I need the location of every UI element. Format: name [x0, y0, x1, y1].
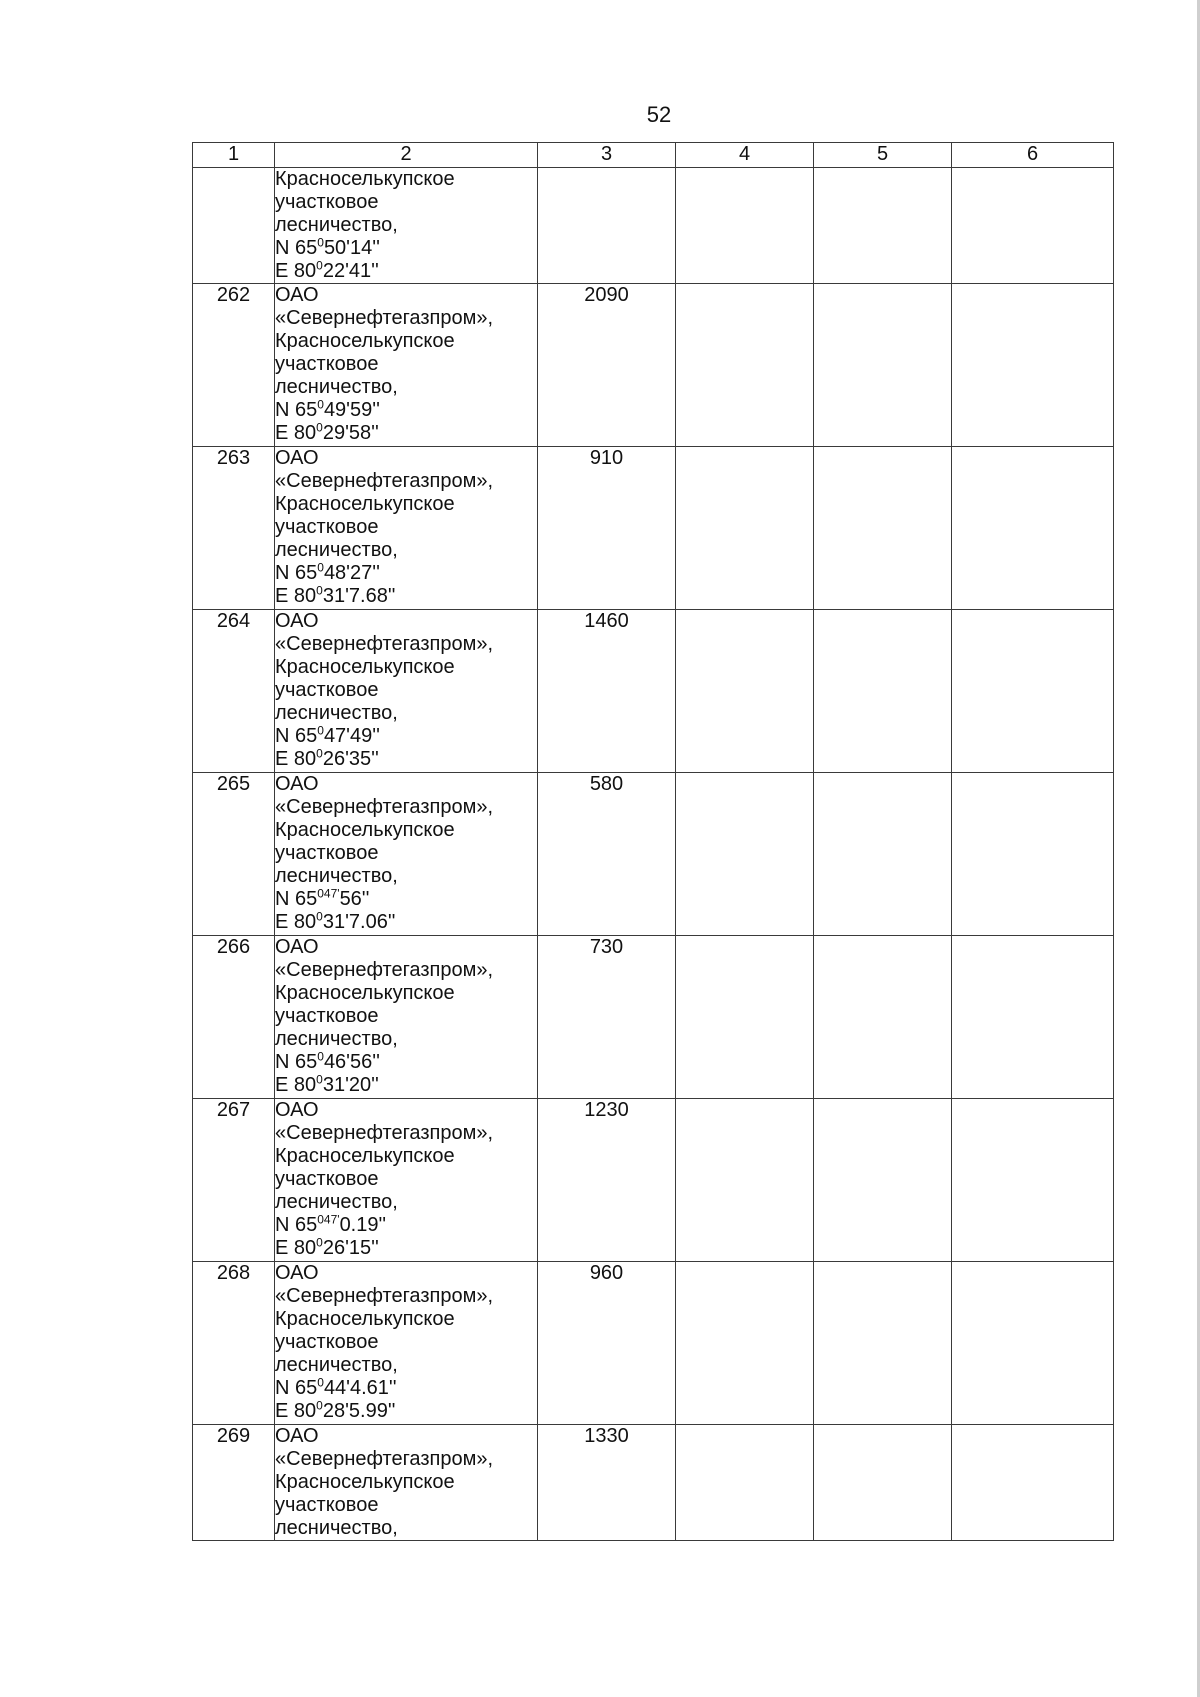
- longitude: [275, 260, 537, 283]
- description-line: участковое: [275, 191, 379, 213]
- latitude-degree: 047': [317, 886, 340, 901]
- empty-cell: [952, 168, 1114, 284]
- description-line: Красноселькупское: [275, 493, 455, 515]
- longitude-prefix: E 80: [275, 748, 317, 770]
- description-line: ОАО: [275, 1262, 319, 1284]
- forestry-table: [192, 142, 1114, 1541]
- latitude-rest: 0.19'': [339, 1214, 387, 1236]
- location-description: [275, 1099, 538, 1262]
- longitude-rest: 31'20'': [322, 1074, 379, 1096]
- empty-cell: [676, 1425, 814, 1541]
- table-row: [193, 1425, 1114, 1541]
- description-line: ОАО: [275, 773, 319, 795]
- latitude: [275, 1051, 537, 1074]
- empty-cell: [814, 1425, 952, 1541]
- latitude-rest: 44'4.61'': [323, 1377, 397, 1399]
- location-description: [275, 773, 538, 936]
- latitude-rest: 50'14'': [323, 237, 380, 259]
- longitude-degree: 0: [316, 1235, 323, 1250]
- description-line: ОАО: [275, 1425, 319, 1447]
- description-line: лесничество,: [275, 376, 398, 398]
- description-line: участковое: [275, 1005, 379, 1027]
- description-line: участковое: [275, 679, 379, 701]
- longitude-prefix: E 80: [275, 911, 317, 933]
- table-row: [193, 773, 1114, 936]
- latitude-degree: 0: [317, 235, 324, 250]
- row-number: [193, 168, 275, 284]
- longitude-prefix: E 80: [275, 585, 317, 607]
- description-line: ОАО: [275, 284, 319, 306]
- latitude: [275, 1214, 537, 1237]
- location-description: [275, 936, 538, 1099]
- latitude-degree: 0: [317, 723, 324, 738]
- latitude-degree: 047': [317, 1212, 340, 1227]
- empty-cell: [952, 1425, 1114, 1541]
- description-line: Красноселькупское: [275, 168, 455, 190]
- location-description: [275, 284, 538, 447]
- latitude-rest: 49'59'': [323, 399, 380, 421]
- empty-cell: [814, 1099, 952, 1262]
- longitude: [275, 1074, 537, 1097]
- longitude-rest: 28'5.99'': [322, 1400, 396, 1422]
- latitude: [275, 237, 537, 260]
- empty-cell: [952, 773, 1114, 936]
- longitude-rest: 26'35'': [322, 748, 379, 770]
- row-number: 267: [193, 1099, 275, 1262]
- area-value: 1460: [538, 610, 676, 773]
- description-line: Красноселькупское: [275, 1308, 455, 1330]
- table-row: [193, 284, 1114, 447]
- longitude-prefix: E 80: [275, 1237, 317, 1259]
- page-number: 52: [646, 102, 672, 127]
- longitude-degree: 0: [316, 420, 323, 435]
- column-header: 1: [193, 143, 275, 168]
- description-line: ОАО: [275, 610, 319, 632]
- longitude: [275, 911, 537, 934]
- longitude-prefix: E 80: [275, 1400, 317, 1422]
- description-line: ОАО: [275, 1099, 319, 1121]
- description-line: Красноселькупское: [275, 982, 455, 1004]
- longitude-degree: 0: [316, 583, 323, 598]
- longitude: [275, 422, 537, 445]
- location-description: [275, 1425, 538, 1541]
- description-line: Красноселькупское: [275, 1471, 455, 1493]
- longitude-rest: 31'7.06'': [322, 911, 396, 933]
- longitude-degree: 0: [316, 909, 323, 924]
- column-header: 5: [814, 143, 952, 168]
- longitude-degree: 0: [316, 258, 323, 273]
- area-value: 730: [538, 936, 676, 1099]
- description-line: «Севернефтегазпром»,: [275, 1285, 494, 1307]
- area-value: 1230: [538, 1099, 676, 1262]
- longitude: [275, 585, 537, 608]
- description-line: «Севернефтегазпром»,: [275, 1448, 494, 1470]
- empty-cell: [814, 168, 952, 284]
- longitude: [275, 1400, 537, 1423]
- latitude: [275, 399, 537, 422]
- longitude-rest: 29'58'': [322, 422, 379, 444]
- empty-cell: [952, 447, 1114, 610]
- description-line: ОАО: [275, 936, 319, 958]
- latitude-prefix: N 65: [275, 237, 318, 259]
- table-body: [193, 143, 1114, 1541]
- description-line: участковое: [275, 353, 379, 375]
- empty-cell: [814, 610, 952, 773]
- description-line: Красноселькупское: [275, 330, 455, 352]
- empty-cell: [952, 1262, 1114, 1425]
- latitude-rest: 48'27'': [323, 562, 380, 584]
- description-line: лесничество,: [275, 702, 398, 724]
- empty-cell: [814, 284, 952, 447]
- area-value: 960: [538, 1262, 676, 1425]
- empty-cell: [814, 773, 952, 936]
- empty-cell: [952, 1099, 1114, 1262]
- empty-cell: [676, 610, 814, 773]
- description-line: Красноселькупское: [275, 656, 455, 678]
- latitude-rest: 47'49'': [323, 725, 380, 747]
- description-line: участковое: [275, 1168, 379, 1190]
- empty-cell: [952, 936, 1114, 1099]
- description-line: лесничество,: [275, 865, 398, 887]
- latitude-degree: 0: [317, 1049, 324, 1064]
- description-line: участковое: [275, 842, 379, 864]
- row-number: 265: [193, 773, 275, 936]
- description-line: участковое: [275, 516, 379, 538]
- area-value: 2090: [538, 284, 676, 447]
- latitude-prefix: N 65: [275, 399, 318, 421]
- area-value: [538, 168, 676, 284]
- empty-cell: [676, 773, 814, 936]
- description-line: «Севернефтегазпром»,: [275, 633, 494, 655]
- latitude-degree: 0: [317, 560, 324, 575]
- latitude-rest: 56'': [339, 888, 370, 910]
- table-row: [193, 610, 1114, 773]
- area-value: 1330: [538, 1425, 676, 1541]
- location-description: [275, 610, 538, 773]
- row-number: 262: [193, 284, 275, 447]
- column-header: 6: [952, 143, 1114, 168]
- longitude-degree: 0: [316, 1398, 323, 1413]
- description-line: лесничество,: [275, 214, 398, 236]
- description-line: лесничество,: [275, 1191, 398, 1213]
- table-row: [193, 1262, 1114, 1425]
- description-line: «Севернефтегазпром»,: [275, 307, 494, 329]
- empty-cell: [676, 936, 814, 1099]
- empty-cell: [814, 447, 952, 610]
- latitude: [275, 725, 537, 748]
- latitude-prefix: N 65: [275, 725, 318, 747]
- longitude-prefix: E 80: [275, 260, 317, 282]
- empty-cell: [952, 284, 1114, 447]
- longitude-rest: 26'15'': [322, 1237, 379, 1259]
- longitude-rest: 22'41'': [322, 260, 379, 282]
- longitude-rest: 31'7.68'': [322, 585, 396, 607]
- latitude-prefix: N 65: [275, 1377, 318, 1399]
- empty-cell: [952, 610, 1114, 773]
- empty-cell: [676, 284, 814, 447]
- latitude-prefix: N 65: [275, 888, 318, 910]
- column-header: 3: [538, 143, 676, 168]
- table-row: [193, 168, 1114, 284]
- description-line: «Севернефтегазпром»,: [275, 796, 494, 818]
- empty-cell: [676, 1099, 814, 1262]
- column-header: 4: [676, 143, 814, 168]
- location-description: [275, 447, 538, 610]
- description-line: Красноселькупское: [275, 1145, 455, 1167]
- longitude-prefix: E 80: [275, 422, 317, 444]
- longitude-degree: 0: [316, 746, 323, 761]
- empty-cell: [676, 1262, 814, 1425]
- longitude-prefix: E 80: [275, 1074, 317, 1096]
- empty-cell: [676, 168, 814, 284]
- location-description: [275, 168, 538, 284]
- latitude-prefix: N 65: [275, 562, 318, 584]
- latitude-prefix: N 65: [275, 1214, 318, 1236]
- empty-cell: [814, 936, 952, 1099]
- description-line: участковое: [275, 1331, 379, 1353]
- row-number: 266: [193, 936, 275, 1099]
- description-line: лесничество,: [275, 1517, 398, 1539]
- description-line: лесничество,: [275, 539, 398, 561]
- description-line: ОАО: [275, 447, 319, 469]
- description-line: «Севернефтегазпром»,: [275, 470, 494, 492]
- empty-cell: [676, 447, 814, 610]
- row-number: 269: [193, 1425, 275, 1541]
- longitude: [275, 1237, 537, 1260]
- latitude: [275, 888, 537, 911]
- empty-cell: [814, 1262, 952, 1425]
- row-number: 268: [193, 1262, 275, 1425]
- latitude: [275, 1377, 537, 1400]
- area-value: 580: [538, 773, 676, 936]
- description-line: «Севернефтегазпром»,: [275, 1122, 494, 1144]
- header-row: [193, 143, 1114, 168]
- latitude-prefix: N 65: [275, 1051, 318, 1073]
- description-line: лесничество,: [275, 1354, 398, 1376]
- latitude-degree: 0: [317, 1375, 324, 1390]
- longitude: [275, 748, 537, 771]
- table-row: [193, 447, 1114, 610]
- latitude-rest: 46'56'': [323, 1051, 380, 1073]
- column-header: 2: [275, 143, 538, 168]
- row-number: 263: [193, 447, 275, 610]
- location-description: [275, 1262, 538, 1425]
- longitude-degree: 0: [316, 1072, 323, 1087]
- table-row: [193, 1099, 1114, 1262]
- row-number: 264: [193, 610, 275, 773]
- table-row: [193, 936, 1114, 1099]
- latitude: [275, 562, 537, 585]
- description-line: лесничество,: [275, 1028, 398, 1050]
- description-line: Красноселькупское: [275, 819, 455, 841]
- area-value: 910: [538, 447, 676, 610]
- description-line: «Севернефтегазпром»,: [275, 959, 494, 981]
- latitude-degree: 0: [317, 397, 324, 412]
- description-line: участковое: [275, 1494, 379, 1516]
